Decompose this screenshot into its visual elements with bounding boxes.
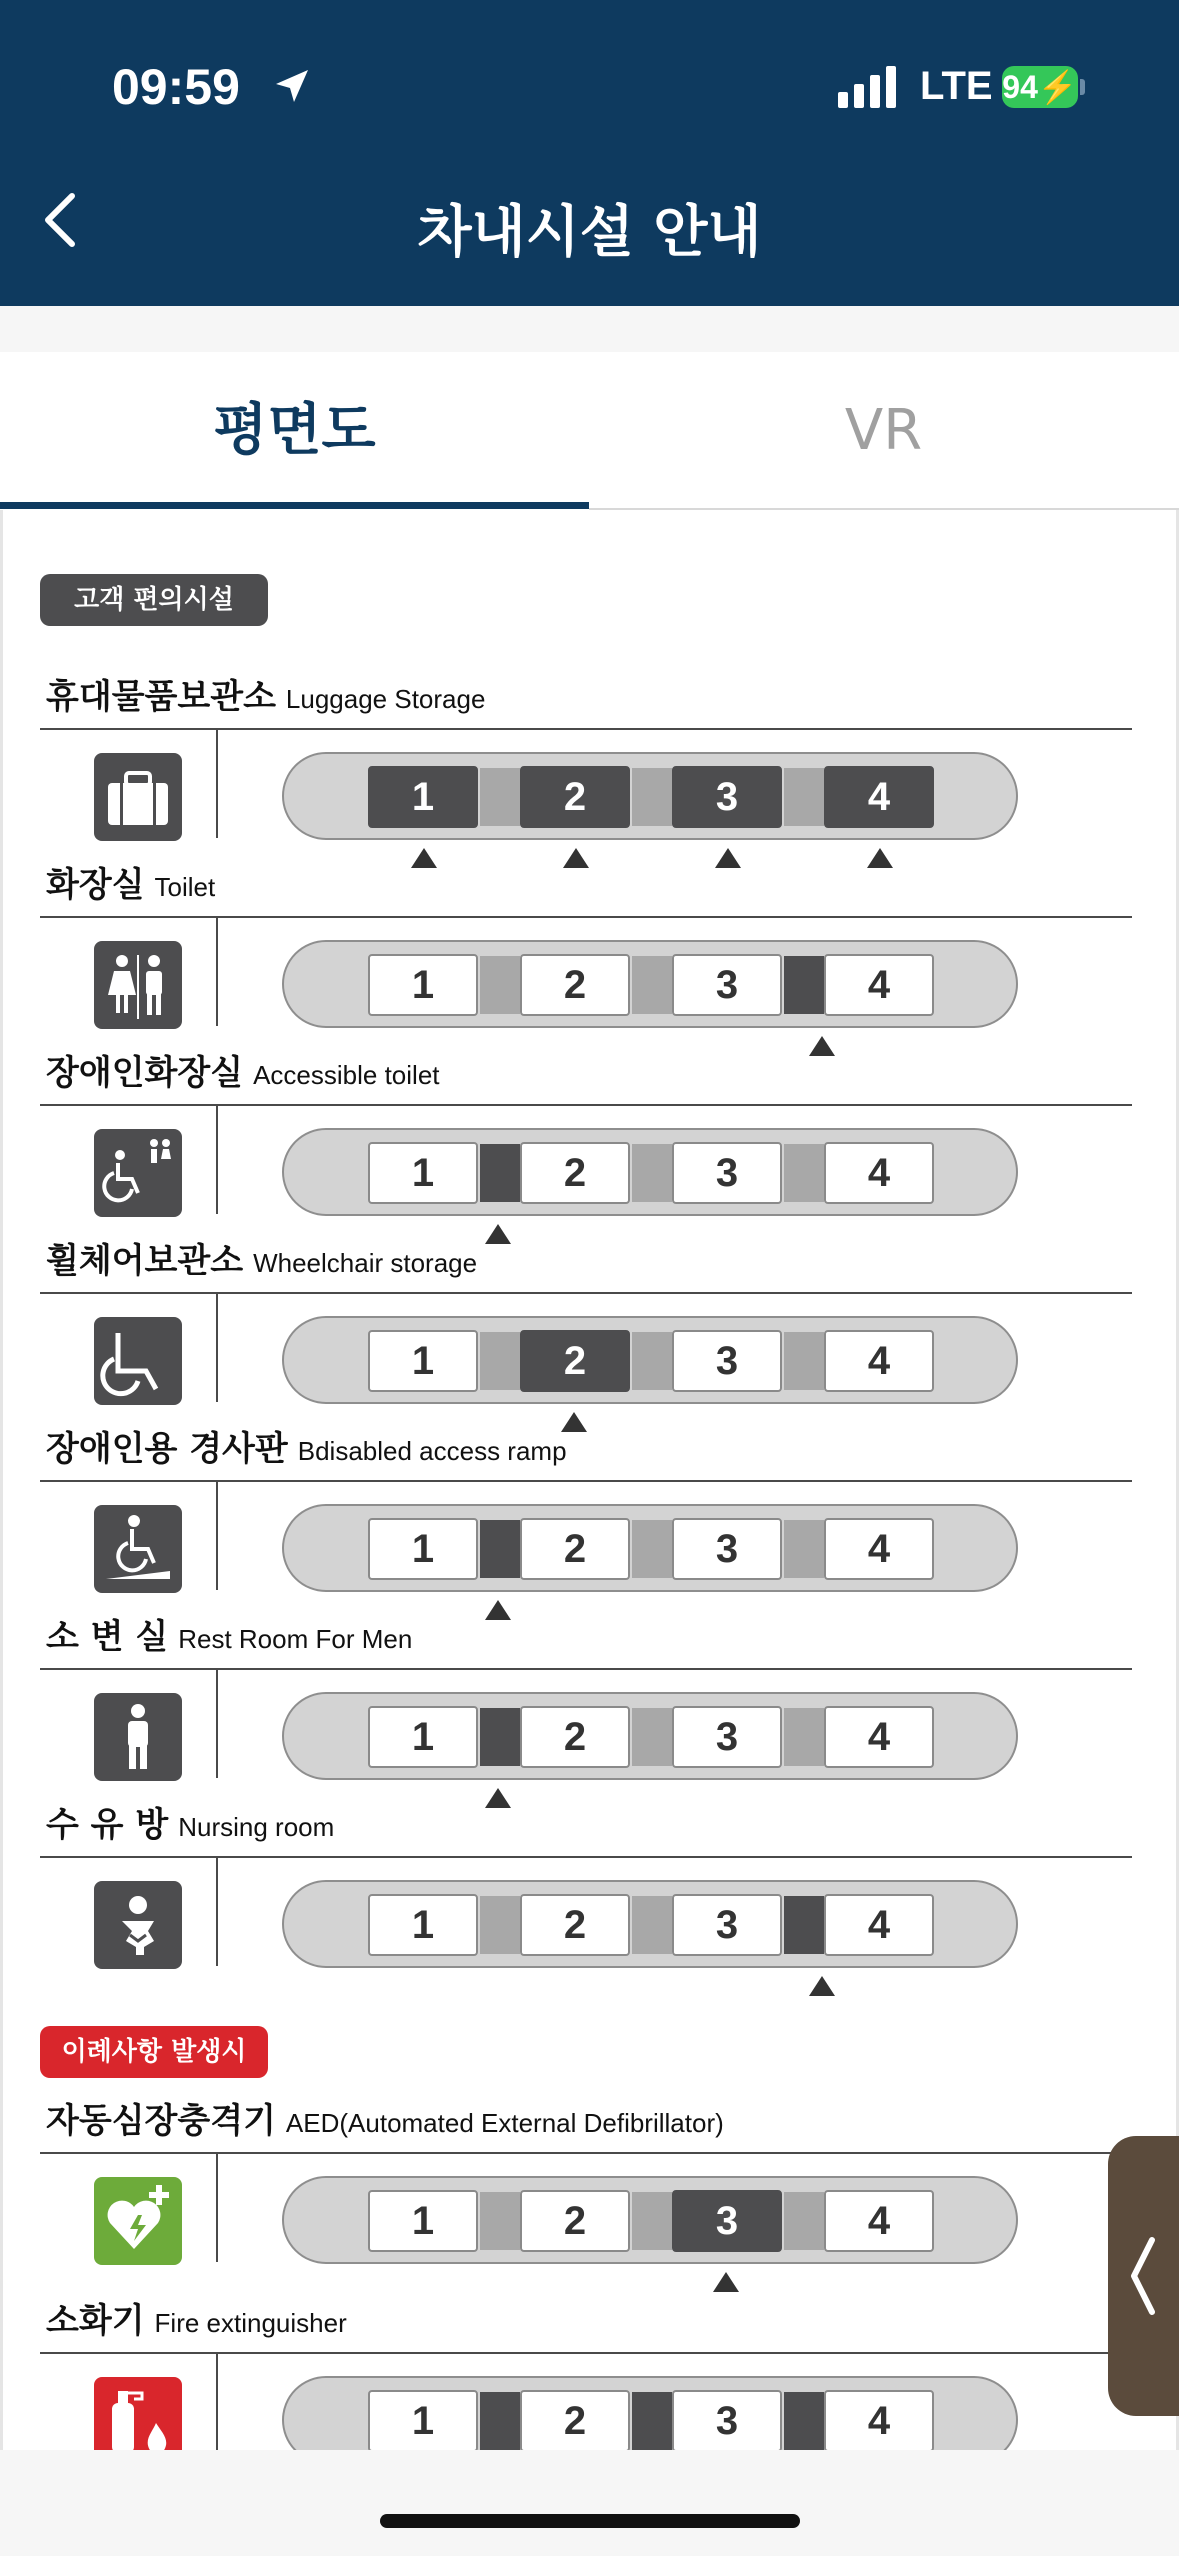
train-diagram [282, 1880, 1018, 1968]
facility-title [46, 856, 215, 914]
gap-1-2 [480, 768, 520, 826]
train-diagram [282, 1316, 1018, 1404]
side-drawer-handle[interactable] [1108, 2136, 1179, 2416]
facility-row-accessible-toilet [40, 1044, 1132, 1234]
car-1: 1 [368, 954, 478, 1016]
car-1: 1 [368, 1706, 478, 1768]
car-4: 4 [824, 1142, 934, 1204]
tab-floor-plan[interactable]: 평면도 [213, 398, 376, 463]
facility-title [46, 1608, 412, 1666]
car-2: 2 [520, 1706, 630, 1768]
facility-row-wheelchair-storage [40, 1232, 1132, 1422]
gap-1-2 [480, 1520, 520, 1578]
train-diagram [282, 2376, 1018, 2450]
gap-2-3 [632, 768, 672, 826]
row-divider [40, 1292, 1132, 1294]
facility-title [46, 1232, 477, 1290]
train-diagram [282, 1504, 1018, 1592]
gap-1-2 [480, 1896, 520, 1954]
accessible-toilet-icon [94, 1129, 182, 1217]
gap-3-4 [784, 768, 824, 826]
facility-name-en: Bdisabled access ramp [297, 1436, 567, 1466]
fire-extinguisher-icon [94, 2377, 182, 2450]
car-4: 4 [824, 1894, 934, 1956]
gap-3-4 [784, 1520, 824, 1578]
car-4: 4 [824, 954, 934, 1016]
toilet-icon [94, 941, 182, 1029]
facility-name-en: Rest Room For Men [178, 1624, 413, 1654]
gap-1-2 [480, 1144, 520, 1202]
facility-name-en: Fire extinguisher [154, 2308, 347, 2338]
gap-2-3 [632, 2192, 672, 2250]
facility-title [46, 2292, 347, 2350]
facility-name-ko: 소화기 [46, 2301, 145, 2341]
car-4: 4 [824, 1518, 934, 1580]
row-separator [216, 1482, 218, 1590]
tab-bar [0, 352, 1179, 510]
facility-name-ko: 소 변 실 [46, 1617, 169, 1657]
car-2: 2 [520, 766, 630, 828]
active-tab-indicator [0, 502, 589, 509]
bottom-safe-area [0, 2450, 1179, 2556]
row-separator [216, 2354, 218, 2450]
status-time: 09:59 [112, 59, 240, 115]
car-2: 2 [520, 1330, 630, 1392]
facility-name-ko: 장애인용 경사판 [46, 1429, 288, 1469]
car-1: 1 [368, 766, 478, 828]
gap-3-4 [784, 1896, 824, 1954]
gap-3-4 [784, 2192, 824, 2250]
facility-name-ko: 휠체어보관소 [46, 1241, 244, 1281]
facility-title [46, 2092, 724, 2150]
facility-name-ko: 장애인화장실 [46, 1053, 244, 1093]
row-divider [40, 1668, 1132, 1670]
ramp-icon [94, 1505, 182, 1593]
facility-name-ko: 수 유 방 [46, 1805, 169, 1845]
car-1: 1 [368, 2390, 478, 2450]
facility-map [0, 510, 1179, 2450]
facility-row-fire-extinguisher [40, 2292, 1132, 2450]
facility-title [46, 1420, 567, 1478]
car-2: 2 [520, 2390, 630, 2450]
gap-1-2 [480, 1708, 520, 1766]
facility-row-nursing-room [40, 1796, 1132, 1986]
nursing-room-icon [94, 1881, 182, 1969]
row-divider [40, 728, 1132, 730]
row-separator [216, 918, 218, 1026]
facility-title [46, 1044, 440, 1102]
facility-title [46, 668, 485, 726]
train-diagram [282, 1128, 1018, 1216]
facility-name-ko: 화장실 [46, 865, 145, 905]
facility-name-ko: 휴대물품보관소 [46, 677, 276, 717]
car-3: 3 [672, 2190, 782, 2252]
gap-1-2 [480, 2192, 520, 2250]
car-1: 1 [368, 1142, 478, 1204]
car-2: 2 [520, 1894, 630, 1956]
car-3: 3 [672, 1894, 782, 1956]
car-3: 3 [672, 2390, 782, 2450]
facility-row-men-restroom [40, 1608, 1132, 1798]
train-diagram [282, 2176, 1018, 2264]
gap-3-4 [784, 1332, 824, 1390]
content-border-left [0, 510, 3, 2450]
row-divider [40, 2152, 1132, 2154]
row-separator [216, 730, 218, 838]
location-marker [809, 1976, 835, 1996]
battery-level: 94 [1002, 69, 1038, 105]
row-divider [40, 1104, 1132, 1106]
facility-name-en: Luggage Storage [285, 684, 486, 714]
train-diagram [282, 752, 1018, 840]
facility-name-en: Accessible toilet [253, 1060, 440, 1090]
row-separator [216, 2154, 218, 2262]
car-2: 2 [520, 954, 630, 1016]
car-1: 1 [368, 2190, 478, 2252]
gap-3-4 [784, 1144, 824, 1202]
gap-2-3 [632, 1520, 672, 1578]
facility-name-en: Wheelchair storage [253, 1248, 478, 1278]
facility-name-en: Toilet [154, 872, 216, 902]
gap-2-3 [632, 1896, 672, 1954]
gap-2-3 [632, 956, 672, 1014]
car-2: 2 [520, 1142, 630, 1204]
gap-1-2 [480, 2392, 520, 2450]
wheelchair-storage-icon [94, 1317, 182, 1405]
aed-icon [94, 2177, 182, 2265]
car-4: 4 [824, 2390, 934, 2450]
location-arrow-icon [272, 66, 312, 106]
men-restroom-icon [94, 1693, 182, 1781]
chevron-left-icon [1128, 2236, 1158, 2316]
signal-icon [838, 66, 900, 108]
row-separator [216, 1106, 218, 1214]
facility-row-aed [40, 2092, 1132, 2282]
car-1: 1 [368, 1518, 478, 1580]
car-1: 1 [368, 1894, 478, 1956]
battery-cap [1080, 79, 1085, 95]
row-divider [40, 1480, 1132, 1482]
car-4: 4 [824, 766, 934, 828]
car-4: 4 [824, 1706, 934, 1768]
facility-row-toilet [40, 856, 1132, 1046]
gap-1-2 [480, 1332, 520, 1390]
battery-icon: 94⚡ [1002, 66, 1078, 108]
gap-2-3 [632, 1144, 672, 1202]
facility-name-ko: 자동심장충격기 [46, 2101, 276, 2141]
facility-name-en: AED(Automated External Defibrillator) [285, 2108, 724, 2138]
tab-vr[interactable]: VR [844, 398, 923, 463]
car-3: 3 [672, 1518, 782, 1580]
gap-2-3 [632, 1708, 672, 1766]
car-3: 3 [672, 1330, 782, 1392]
car-1: 1 [368, 1330, 478, 1392]
gap-2-3 [632, 1332, 672, 1390]
car-4: 4 [824, 1330, 934, 1392]
home-indicator[interactable] [380, 2514, 800, 2528]
gap-3-4 [784, 2392, 824, 2450]
facility-row-ramp [40, 1420, 1132, 1610]
row-separator [216, 1294, 218, 1402]
row-separator [216, 1670, 218, 1778]
facility-row-luggage [40, 668, 1132, 858]
train-diagram [282, 940, 1018, 1028]
train-diagram [282, 1692, 1018, 1780]
app-header [0, 0, 1179, 306]
row-divider [40, 1856, 1132, 1858]
location-marker [713, 2272, 739, 2292]
facility-title [46, 1796, 334, 1854]
car-4: 4 [824, 2190, 934, 2252]
row-separator [216, 1858, 218, 1966]
gap-3-4 [784, 956, 824, 1014]
car-3: 3 [672, 1142, 782, 1204]
row-divider [40, 916, 1132, 918]
car-2: 2 [520, 2190, 630, 2252]
header-spacer [0, 306, 1179, 352]
network-type: LTE [920, 64, 993, 108]
gap-2-3 [632, 2392, 672, 2450]
luggage-icon [94, 753, 182, 841]
gap-1-2 [480, 956, 520, 1014]
page-title: 차내시설 안내 [417, 200, 762, 265]
section-badge-amenities: 고객 편의시설 [40, 574, 268, 626]
row-divider [40, 2352, 1132, 2354]
facility-name-en: Nursing room [178, 1812, 335, 1842]
gap-3-4 [784, 1708, 824, 1766]
car-3: 3 [672, 954, 782, 1016]
car-2: 2 [520, 1518, 630, 1580]
car-3: 3 [672, 766, 782, 828]
car-3: 3 [672, 1706, 782, 1768]
section-badge-emergency: 이례사항 발생시 [40, 2026, 268, 2078]
